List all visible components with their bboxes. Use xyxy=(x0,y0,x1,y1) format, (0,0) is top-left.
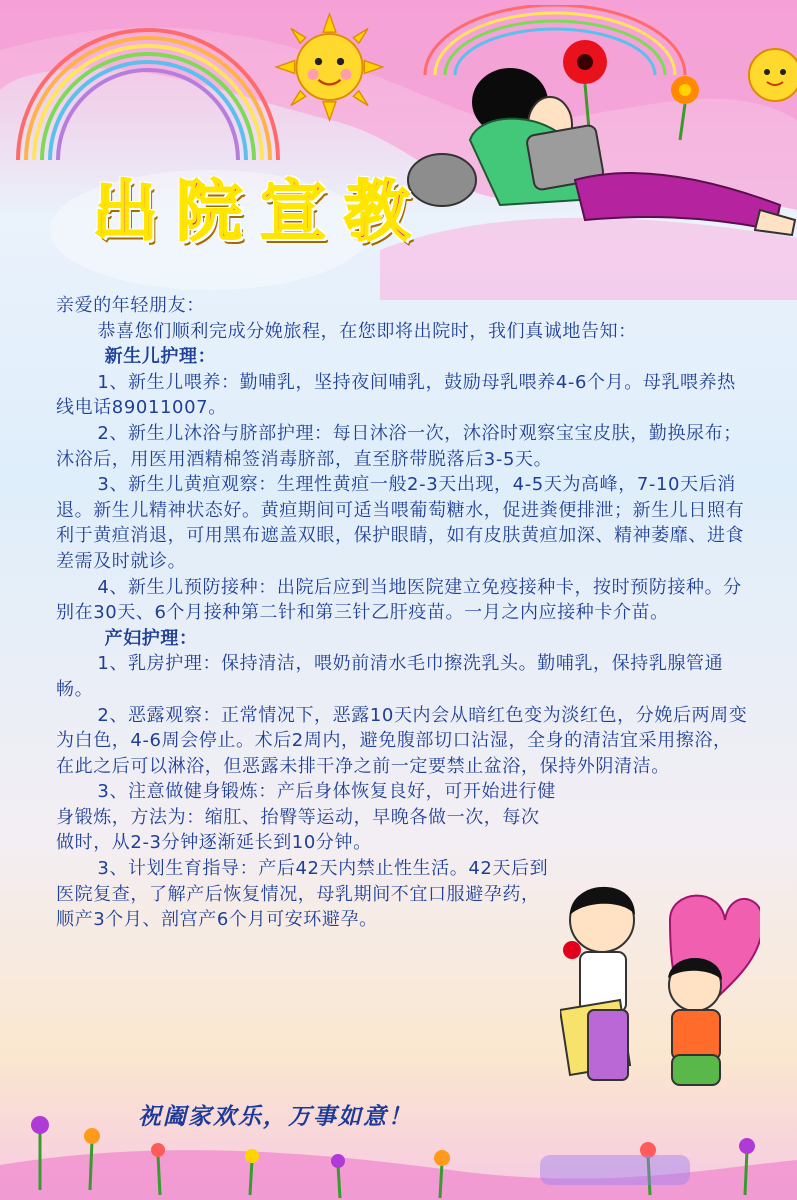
closing-blessing: 祝阖家欢乐，万事如意！ xyxy=(138,1103,413,1130)
greeting: 亲爱的年轻朋友： xyxy=(56,295,205,316)
flower-border-decoration xyxy=(0,1070,797,1200)
mother-item-exercise: 3、注意做健身锻炼：产后身体恢复良好，可开始进行健身锻炼，方法为：缩肛、抬臀等运动，早晚各做一次，每次做时，从2-3分钟逐渐延长到10分钟。 xyxy=(56,781,556,854)
newborn-care-heading: 新生儿护理： xyxy=(104,346,217,368)
reading-girl-illustration xyxy=(400,30,797,240)
newborn-item-feeding: 1、新生儿喂养：勤哺乳，坚持夜间哺乳，鼓励母乳喂养4-6个月。母乳喂养热线电话89011007。 xyxy=(56,371,736,419)
rainbow-icon xyxy=(8,10,288,160)
newborn-item-bathing: 2、新生儿沐浴与脐部护理：每日沐浴一次，沐浴时观察宝宝皮肤，勤换尿布；沐浴后，用医用酒精棉签消毒脐部，直至脐带脱落后3-5天。 xyxy=(56,422,742,470)
mother-item-breast: 1、乳房护理：保持清洁，喂奶前清水毛巾擦洗乳头。勤哺乳，保持乳腺管通畅。 xyxy=(56,653,724,700)
mother-item-family-planning: 3、计划生育指导：产后42天内禁止性生活。42天后到医院复查，了解产后恢复情况，母乳期间不宜口服避孕药，顺产3个月、剖宫产6个月可安环避孕。 xyxy=(56,858,549,931)
newborn-item-vaccination: 4、新生儿预防接种：出院后应到当地医院建立免疫接种卡，按时预防接种。分别在30天、6个月接种第二针和第三针乙肝疫苗。一月之内应接种卡介苗。 xyxy=(56,576,742,624)
poster-title: 出院宣教 xyxy=(92,173,428,250)
newborn-item-jaundice: 3、新生儿黄疸观察：生理性黄疸一般2-3天出现，4-5天为高峰，7-10天后消退。新生儿精神状态好。黄疸期间可适当喂葡萄糖水，促进粪便排泄；新生儿日照有利于黄疸消退，可用黑布遮盖双眼，保护眼睛，如有皮肤黄疸加深、精神萎靡、进食差需及时就诊。 xyxy=(56,474,745,572)
body-text xyxy=(56,293,748,933)
sun-icon xyxy=(272,12,387,122)
intro-paragraph: 恭喜您们顺利完成分娩旅程，在您即将出院时，我们真诚地告知： xyxy=(97,320,637,342)
mother-care-heading: 产妇护理： xyxy=(104,627,198,649)
mother-item-lochia: 2、恶露观察：正常情况下，恶露10天内会从暗红色变为淡红色，分娩后两周变为白色，4-6周会停止。术后2周内，避免腹部切口沾湿，全身的清洁宜采用擦浴，在此之后可以淋浴，但恶露未排干净之前一定要禁止盆浴，保持外阴清洁。 xyxy=(56,704,748,777)
